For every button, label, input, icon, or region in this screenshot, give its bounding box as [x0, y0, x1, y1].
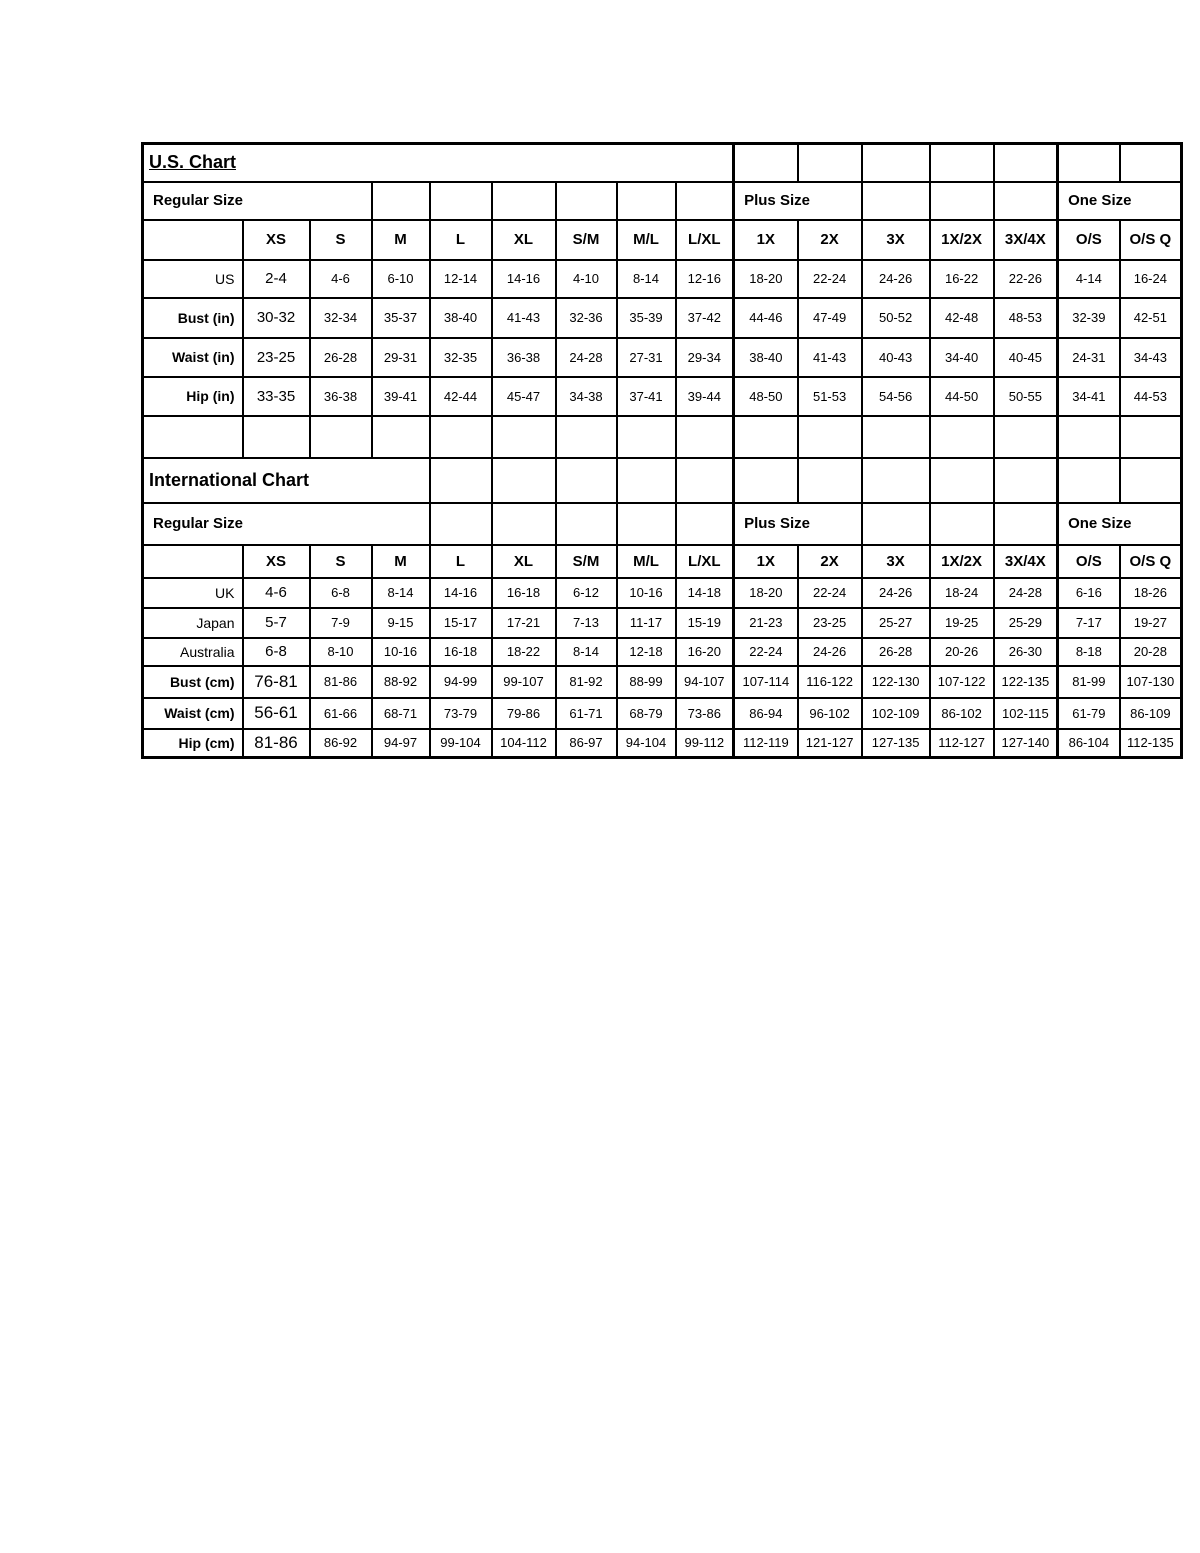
table-cell: 121-127: [798, 729, 862, 758]
table-cell: 34-38: [556, 377, 617, 416]
table-cell: 30-32: [243, 298, 310, 338]
table-cell: 44-46: [734, 298, 798, 338]
table-cell: 23-25: [243, 338, 310, 377]
table-cell: 107-130: [1120, 666, 1182, 698]
table-cell: 102-109: [862, 698, 930, 729]
column-header: 1X: [734, 545, 798, 578]
empty-cell: [430, 182, 492, 220]
empty-cell: [1120, 144, 1182, 182]
empty-cell: [617, 182, 676, 220]
row-label: Japan: [143, 608, 243, 638]
empty-cell: [1120, 416, 1182, 458]
table-cell: 12-16: [676, 260, 734, 298]
table-cell: 9-15: [372, 608, 430, 638]
empty-cell: [734, 458, 798, 503]
table-cell: 4-10: [556, 260, 617, 298]
table-cell: 42-51: [1120, 298, 1182, 338]
us-chart-title: [143, 144, 734, 182]
table-row: [143, 182, 1182, 220]
table-row: [143, 666, 1182, 698]
table-cell: 8-14: [617, 260, 676, 298]
us-plus-size-header: Plus Size: [734, 182, 862, 220]
column-header: L: [430, 545, 492, 578]
table-cell: 36-38: [310, 377, 372, 416]
column-header: 3X/4X: [994, 220, 1058, 260]
size-chart-table: [141, 142, 1183, 759]
table-cell: 42-48: [930, 298, 994, 338]
empty-cell: [430, 416, 492, 458]
column-header: 1X/2X: [930, 220, 994, 260]
empty-cell: [862, 182, 930, 220]
table-cell: 38-40: [734, 338, 798, 377]
table-cell: 86-94: [734, 698, 798, 729]
empty-cell: [930, 503, 994, 545]
table-cell: 20-26: [930, 638, 994, 666]
table-cell: 35-37: [372, 298, 430, 338]
column-header: 1X: [734, 220, 798, 260]
column-header: O/S: [1058, 220, 1120, 260]
table-cell: 18-24: [930, 578, 994, 608]
table-cell: 73-86: [676, 698, 734, 729]
table-cell: 94-97: [372, 729, 430, 758]
table-cell: 10-16: [372, 638, 430, 666]
table-cell: 15-17: [430, 608, 492, 638]
column-header: L/XL: [676, 220, 734, 260]
table-cell: 61-66: [310, 698, 372, 729]
table-cell: 24-31: [1058, 338, 1120, 377]
table-cell: 68-71: [372, 698, 430, 729]
table-row: [143, 377, 1182, 416]
table-cell: 10-16: [617, 578, 676, 608]
empty-cell: [372, 182, 430, 220]
table-cell: 86-92: [310, 729, 372, 758]
table-cell: 36-38: [492, 338, 556, 377]
table-cell: 32-36: [556, 298, 617, 338]
column-header: 3X: [862, 220, 930, 260]
row-label: Hip (in): [143, 377, 243, 416]
table-cell: 40-43: [862, 338, 930, 377]
table-cell: 48-50: [734, 377, 798, 416]
empty-cell: [492, 416, 556, 458]
table-cell: 24-26: [862, 578, 930, 608]
table-cell: 45-47: [492, 377, 556, 416]
row-label: US: [143, 260, 243, 298]
table-cell: 29-31: [372, 338, 430, 377]
table-cell: 47-49: [798, 298, 862, 338]
table-cell: 22-24: [734, 638, 798, 666]
empty-cell: [862, 503, 930, 545]
table-cell: 127-140: [994, 729, 1058, 758]
table-cell: 33-35: [243, 377, 310, 416]
empty-cell: [798, 144, 862, 182]
table-cell: 6-12: [556, 578, 617, 608]
empty-cell: [143, 545, 243, 578]
table-cell: 7-9: [310, 608, 372, 638]
table-cell: 22-26: [994, 260, 1058, 298]
table-cell: 50-55: [994, 377, 1058, 416]
table-row: [143, 220, 1182, 260]
table-cell: 19-27: [1120, 608, 1182, 638]
table-cell: 86-102: [930, 698, 994, 729]
column-header: XL: [492, 220, 556, 260]
column-header: 1X/2X: [930, 545, 994, 578]
table-row: [143, 578, 1182, 608]
empty-cell: [734, 144, 798, 182]
empty-cell: [310, 416, 372, 458]
empty-cell: [492, 503, 556, 545]
table-cell: 81-86: [310, 666, 372, 698]
column-header: O/S: [1058, 545, 1120, 578]
empty-cell: [676, 503, 734, 545]
table-cell: 112-135: [1120, 729, 1182, 758]
column-header: M/L: [617, 220, 676, 260]
table-cell: 8-14: [556, 638, 617, 666]
table-cell: 81-92: [556, 666, 617, 698]
table-cell: 76-81: [243, 666, 310, 698]
table-cell: 25-29: [994, 608, 1058, 638]
empty-cell: [676, 458, 734, 503]
row-label: UK: [143, 578, 243, 608]
empty-cell: [556, 458, 617, 503]
table-cell: 17-21: [492, 608, 556, 638]
table-cell: 104-112: [492, 729, 556, 758]
table-cell: 34-43: [1120, 338, 1182, 377]
table-cell: 86-109: [1120, 698, 1182, 729]
table-cell: 24-28: [994, 578, 1058, 608]
empty-cell: [617, 503, 676, 545]
table-cell: 12-18: [617, 638, 676, 666]
table-cell: 24-26: [798, 638, 862, 666]
intl-plus-size-header: Plus Size: [734, 503, 862, 545]
column-header: L: [430, 220, 492, 260]
row-label: Hip (cm): [143, 729, 243, 758]
table-cell: 50-52: [862, 298, 930, 338]
intl-regular-size-header: Regular Size: [143, 503, 430, 545]
column-header: XS: [243, 545, 310, 578]
table-cell: 68-79: [617, 698, 676, 729]
table-cell: 20-28: [1120, 638, 1182, 666]
table-cell: 107-122: [930, 666, 994, 698]
row-label: Waist (in): [143, 338, 243, 377]
table-cell: 42-44: [430, 377, 492, 416]
table-cell: 24-26: [862, 260, 930, 298]
empty-cell: [556, 416, 617, 458]
table-cell: 8-10: [310, 638, 372, 666]
us-chart-title-text: U.S. Chart: [149, 152, 237, 173]
empty-cell: [930, 458, 994, 503]
table-cell: 14-18: [676, 578, 734, 608]
empty-cell: [734, 416, 798, 458]
table-cell: 102-115: [994, 698, 1058, 729]
table-cell: 112-127: [930, 729, 994, 758]
table-cell: 12-14: [430, 260, 492, 298]
column-header: 3X/4X: [994, 545, 1058, 578]
table-cell: 39-41: [372, 377, 430, 416]
table-cell: 127-135: [862, 729, 930, 758]
table-cell: 54-56: [862, 377, 930, 416]
table-cell: 73-79: [430, 698, 492, 729]
table-cell: 18-26: [1120, 578, 1182, 608]
intl-chart-title: International Chart: [143, 458, 430, 503]
table-cell: 5-7: [243, 608, 310, 638]
column-header: S: [310, 545, 372, 578]
table-cell: 27-31: [617, 338, 676, 377]
empty-cell: [862, 144, 930, 182]
table-cell: 32-39: [1058, 298, 1120, 338]
empty-cell: [676, 416, 734, 458]
empty-cell: [930, 416, 994, 458]
empty-cell: [492, 182, 556, 220]
empty-cell: [556, 503, 617, 545]
table-cell: 4-6: [243, 578, 310, 608]
table-cell: 29-34: [676, 338, 734, 377]
empty-cell: [930, 144, 994, 182]
empty-cell: [1120, 458, 1182, 503]
empty-cell: [1058, 458, 1120, 503]
table-cell: 21-23: [734, 608, 798, 638]
table-cell: 6-8: [310, 578, 372, 608]
table-cell: 39-44: [676, 377, 734, 416]
empty-cell: [143, 416, 243, 458]
table-cell: 23-25: [798, 608, 862, 638]
table-cell: 16-22: [930, 260, 994, 298]
table-row: [143, 698, 1182, 729]
table-cell: 22-24: [798, 578, 862, 608]
empty-cell: [243, 416, 310, 458]
table-cell: 41-43: [492, 298, 556, 338]
table-row: [143, 545, 1182, 578]
table-cell: 18-20: [734, 578, 798, 608]
table-cell: 18-20: [734, 260, 798, 298]
table-cell: 81-86: [243, 729, 310, 758]
table-cell: 19-25: [930, 608, 994, 638]
column-header: M/L: [617, 545, 676, 578]
intl-one-size-header: One Size: [1058, 503, 1182, 545]
table-row: [143, 608, 1182, 638]
empty-cell: [930, 182, 994, 220]
us-one-size-header: One Size: [1058, 182, 1182, 220]
empty-cell: [994, 182, 1058, 220]
column-header: XS: [243, 220, 310, 260]
table-row: [143, 298, 1182, 338]
empty-cell: [862, 416, 930, 458]
table-cell: 35-39: [617, 298, 676, 338]
table-cell: 38-40: [430, 298, 492, 338]
table-cell: 88-92: [372, 666, 430, 698]
table-cell: 8-14: [372, 578, 430, 608]
table-cell: 26-30: [994, 638, 1058, 666]
table-cell: 40-45: [994, 338, 1058, 377]
empty-cell: [556, 182, 617, 220]
table-cell: 37-41: [617, 377, 676, 416]
column-header: 3X: [862, 545, 930, 578]
table-row: [143, 638, 1182, 666]
empty-cell: [676, 182, 734, 220]
empty-cell: [994, 144, 1058, 182]
table-cell: 122-135: [994, 666, 1058, 698]
table-cell: 122-130: [862, 666, 930, 698]
table-row: [143, 144, 1182, 182]
table-cell: 41-43: [798, 338, 862, 377]
table-cell: 6-8: [243, 638, 310, 666]
table-cell: 94-107: [676, 666, 734, 698]
row-label: Waist (cm): [143, 698, 243, 729]
table-cell: 79-86: [492, 698, 556, 729]
column-header: O/S Q: [1120, 220, 1182, 260]
column-header: M: [372, 545, 430, 578]
column-header: S: [310, 220, 372, 260]
column-header: O/S Q: [1120, 545, 1182, 578]
table-row: [143, 503, 1182, 545]
table-cell: 44-50: [930, 377, 994, 416]
empty-cell: [862, 458, 930, 503]
table-cell: 51-53: [798, 377, 862, 416]
column-header: M: [372, 220, 430, 260]
table-cell: 61-79: [1058, 698, 1120, 729]
column-header: S/M: [556, 545, 617, 578]
row-label: Bust (in): [143, 298, 243, 338]
table-cell: 99-107: [492, 666, 556, 698]
table-cell: 25-27: [862, 608, 930, 638]
table-cell: 7-17: [1058, 608, 1120, 638]
table-cell: 94-99: [430, 666, 492, 698]
table-cell: 86-104: [1058, 729, 1120, 758]
table-cell: 26-28: [310, 338, 372, 377]
table-cell: 2-4: [243, 260, 310, 298]
empty-cell: [617, 458, 676, 503]
table-cell: 86-97: [556, 729, 617, 758]
table-cell: 81-99: [1058, 666, 1120, 698]
table-cell: 56-61: [243, 698, 310, 729]
table-cell: 32-35: [430, 338, 492, 377]
table-cell: 34-41: [1058, 377, 1120, 416]
empty-cell: [372, 416, 430, 458]
table-cell: 32-34: [310, 298, 372, 338]
empty-cell: [798, 458, 862, 503]
table-row: [143, 338, 1182, 377]
table-cell: 7-13: [556, 608, 617, 638]
table-row: [143, 260, 1182, 298]
empty-cell: [798, 416, 862, 458]
table-row: [143, 729, 1182, 758]
empty-cell: [994, 458, 1058, 503]
table-cell: 16-18: [430, 638, 492, 666]
table-cell: 18-22: [492, 638, 556, 666]
table-cell: 14-16: [492, 260, 556, 298]
table-cell: 15-19: [676, 608, 734, 638]
table-cell: 4-14: [1058, 260, 1120, 298]
table-cell: 44-53: [1120, 377, 1182, 416]
column-header: L/XL: [676, 545, 734, 578]
column-header: XL: [492, 545, 556, 578]
table-cell: 107-114: [734, 666, 798, 698]
table-cell: 24-28: [556, 338, 617, 377]
table-cell: 14-16: [430, 578, 492, 608]
table-cell: 96-102: [798, 698, 862, 729]
table-cell: 116-122: [798, 666, 862, 698]
table-cell: 34-40: [930, 338, 994, 377]
column-header: 2X: [798, 220, 862, 260]
table-cell: 61-71: [556, 698, 617, 729]
table-row: [143, 458, 1182, 503]
table-cell: 37-42: [676, 298, 734, 338]
table-cell: 6-16: [1058, 578, 1120, 608]
table-cell: 8-18: [1058, 638, 1120, 666]
table-cell: 99-104: [430, 729, 492, 758]
row-label: Australia: [143, 638, 243, 666]
table-cell: 16-24: [1120, 260, 1182, 298]
table-cell: 6-10: [372, 260, 430, 298]
column-header: S/M: [556, 220, 617, 260]
empty-cell: [430, 503, 492, 545]
table-cell: 94-104: [617, 729, 676, 758]
table-cell: 11-17: [617, 608, 676, 638]
table-cell: 26-28: [862, 638, 930, 666]
table-cell: 99-112: [676, 729, 734, 758]
table-cell: 16-18: [492, 578, 556, 608]
empty-cell: [492, 458, 556, 503]
empty-cell: [1058, 416, 1120, 458]
row-label: Bust (cm): [143, 666, 243, 698]
column-header: 2X: [798, 545, 862, 578]
empty-cell: [617, 416, 676, 458]
empty-cell: [994, 416, 1058, 458]
table-cell: 4-6: [310, 260, 372, 298]
table-cell: 88-99: [617, 666, 676, 698]
empty-cell: [1058, 144, 1120, 182]
table-cell: 16-20: [676, 638, 734, 666]
table-cell: 22-24: [798, 260, 862, 298]
table-cell: 112-119: [734, 729, 798, 758]
spacer-row: [143, 416, 1182, 458]
empty-cell: [430, 458, 492, 503]
us-regular-size-header: Regular Size: [143, 182, 372, 220]
table-cell: 48-53: [994, 298, 1058, 338]
empty-cell: [994, 503, 1058, 545]
empty-cell: [143, 220, 243, 260]
